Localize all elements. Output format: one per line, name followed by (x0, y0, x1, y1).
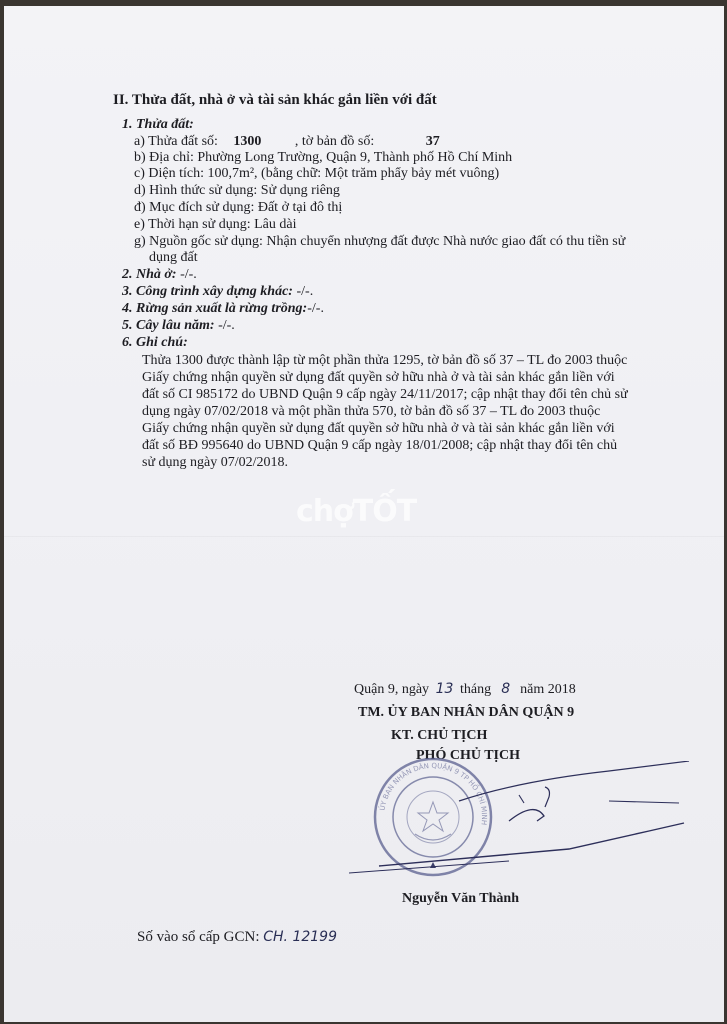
org-title: TM. ỦY BAN NHÂN DÂN QUẬN 9 (358, 705, 575, 720)
registry-label: Số vào sổ cấp GCN: (137, 929, 260, 945)
house-row (122, 266, 197, 283)
origin-line-1: g) Nguồn gốc sử dụng: Nhận chuyển nhượng đất được Nhà nước giao đất có thu tiền sử (134, 234, 626, 249)
watermark-logo: chợTỐT (296, 494, 417, 529)
parcel-row (134, 133, 440, 150)
perennial-row (122, 317, 235, 334)
address-line: b) Địa chỉ: Phường Long Trường, Quận 9, Thành phố Hồ Chí Minh (134, 150, 513, 165)
item-value: -/-. (214, 318, 235, 333)
note-line: Giấy chứng nhận quyền sử dụng đất quyền sở hữu nhà ở và tài sản khác gắn liền với (142, 421, 615, 436)
document-page (4, 6, 724, 1022)
parcel-number: 1300 (233, 134, 262, 149)
item-value: -/-. (176, 267, 197, 282)
map-sheet-label: , tờ bản đồ số: (294, 134, 375, 149)
note-line: Giấy chứng nhận quyền sử dụng đất quyền sở hữu nhà ở và tài sản khác gắn liền với (142, 370, 615, 385)
other-construction-row (122, 283, 313, 300)
map-sheet-number: 37 (425, 134, 440, 149)
term-line: e) Thời hạn sử dụng: Lâu dài (134, 217, 297, 232)
notes-heading: 6. Ghi chú: (122, 335, 188, 350)
item-label: 4. Rừng sản xuất là rừng trồng: (122, 301, 308, 316)
purpose-line: đ) Mục đích sử dụng: Đất ở tại đô thị (134, 200, 343, 215)
use-form-line: d) Hình thức sử dụng: Sử dụng riêng (134, 183, 340, 198)
registry-line (137, 929, 337, 946)
note-line: sử dụng ngày 07/02/2018. (142, 455, 289, 470)
note-line: dụng ngày 07/02/2018 và một phần thửa 570, tờ bản đồ số 37 – TL đo 2003 thuộc (142, 404, 601, 419)
svg-text:ỦY BAN NHÂN DÂN QUẬN 9 TP HỒ C: ỦY BAN NHÂN DÂN QUẬN 9 TP HỒ CHÍ MINH (378, 761, 489, 826)
item-value: -/-. (292, 284, 314, 299)
item-label: 5. Cây lâu năm: (122, 318, 215, 333)
note-line: đất số CI 985172 do UBND Quận 9 cấp ngày 24/11/2017; cập nhật thay đổi tên chủ sử (142, 387, 628, 402)
item-label: 2. Nhà ở: (122, 267, 177, 282)
item-label: 3. Công trình xây dựng khác: (122, 284, 293, 299)
note-line: Thửa 1300 được thành lập từ một phần thửa 1295, tờ bản đồ số 37 – TL đo 2003 thuộc (142, 353, 628, 368)
signer-name: Nguyễn Văn Thành (402, 891, 519, 906)
section-title: II. Thửa đất, nhà ở và tài sản khác gắn liền với đất (113, 92, 437, 108)
note-line: đất số BĐ 995640 do UBND Quận 9 cấp ngày 18/01/2008; cập nhật thay đổi tên chủ (142, 438, 618, 453)
forest-row (122, 300, 324, 317)
land-heading: 1. Thửa đất: (122, 117, 194, 132)
date-month: 8 (501, 681, 511, 697)
month-label: tháng (460, 682, 492, 697)
date-line (354, 681, 576, 698)
parcel-label: a) Thửa đất số: (134, 134, 218, 149)
year-label: năm 2018 (520, 682, 576, 697)
origin-line-2: dụng đất (149, 250, 198, 265)
date-prefix: Quận 9, ngày (354, 682, 430, 697)
handwritten-signature (349, 761, 694, 881)
area-line: c) Diện tích: 100,7m², (bằng chữ: Một trăm phẩy bảy mét vuông) (134, 166, 500, 181)
registry-number: CH. 12199 (263, 929, 337, 945)
item-value: -/-. (307, 301, 324, 316)
role-acting-chair: KT. CHỦ TỊCH (391, 728, 488, 743)
date-day: 13 (435, 681, 454, 697)
role-vice-chair: PHÓ CHỦ TỊCH (416, 748, 520, 763)
